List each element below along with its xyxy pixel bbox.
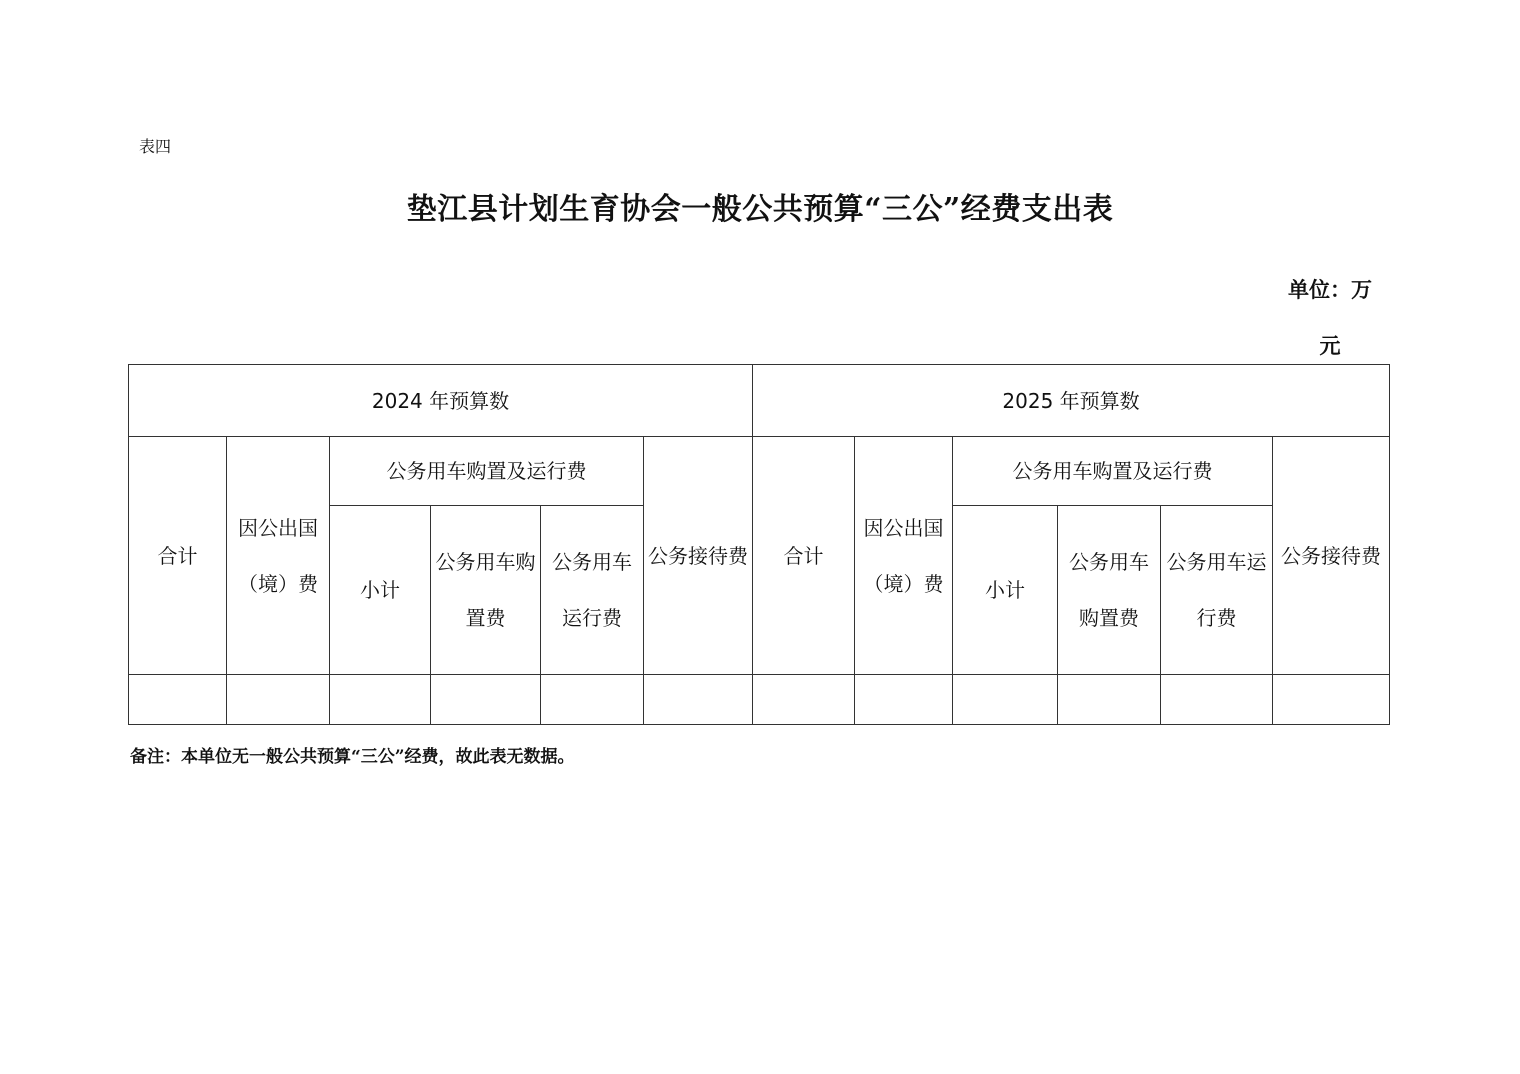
data-cell-2024-abroad — [227, 675, 330, 725]
header-2025-vehicle-group: 公务用车购置及运行费 — [953, 437, 1273, 506]
header-2024-vehicle-group: 公务用车购置及运行费 — [330, 437, 644, 506]
header-2025-subtotal: 小计 — [953, 506, 1058, 675]
data-cell-2025-reception — [1273, 675, 1390, 725]
three-public-expenses-table — [128, 364, 1390, 725]
unit-label: 单位：万元 — [1288, 277, 1372, 358]
data-cell-2025-abroad — [855, 675, 953, 725]
data-cell-2024-vehicle-purchase — [431, 675, 541, 725]
data-cell-2024-vehicle-operation — [541, 675, 644, 725]
table-number-label: 表四 — [139, 137, 172, 156]
data-cell-2025-vehicle-purchase — [1058, 675, 1161, 725]
table-note: 备注：本单位无一般公共预算“三公”经费，故此表无数据。 — [130, 747, 575, 767]
document-title: 垫江县计划生育协会一般公共预算“三公”经费支出表 — [406, 192, 1114, 227]
data-cell-2025-total — [753, 675, 855, 725]
header-2024-abroad-fee: 因公出国（境）费 — [227, 437, 330, 675]
header-2025-total: 合计 — [753, 437, 855, 675]
header-2025-abroad-fee: 因公出国（境）费 — [855, 437, 953, 675]
header-2024-vehicle-purchase: 公务用车购置费 — [431, 506, 541, 675]
header-2024-budget: 2024 年预算数 — [129, 365, 753, 437]
header-2025-budget: 2025 年预算数 — [753, 365, 1390, 437]
table-row — [129, 675, 1390, 725]
data-cell-2025-subtotal — [953, 675, 1058, 725]
data-cell-2024-total — [129, 675, 227, 725]
header-2025-vehicle-operation: 公务用车运行费 — [1161, 506, 1273, 675]
header-2024-total: 合计 — [129, 437, 227, 675]
header-2024-vehicle-operation: 公务用车运行费 — [541, 506, 644, 675]
year-header-row — [129, 365, 1390, 437]
data-cell-2025-vehicle-operation — [1161, 675, 1273, 725]
data-cell-2024-subtotal — [330, 675, 431, 725]
header-2024-reception-fee: 公务接待费 — [644, 437, 753, 675]
column-header-row-1 — [129, 437, 1390, 506]
header-2025-reception-fee: 公务接待费 — [1273, 437, 1390, 675]
data-cell-2024-reception — [644, 675, 753, 725]
header-2024-subtotal: 小计 — [330, 506, 431, 675]
header-2025-vehicle-purchase: 公务用车购置费 — [1058, 506, 1161, 675]
